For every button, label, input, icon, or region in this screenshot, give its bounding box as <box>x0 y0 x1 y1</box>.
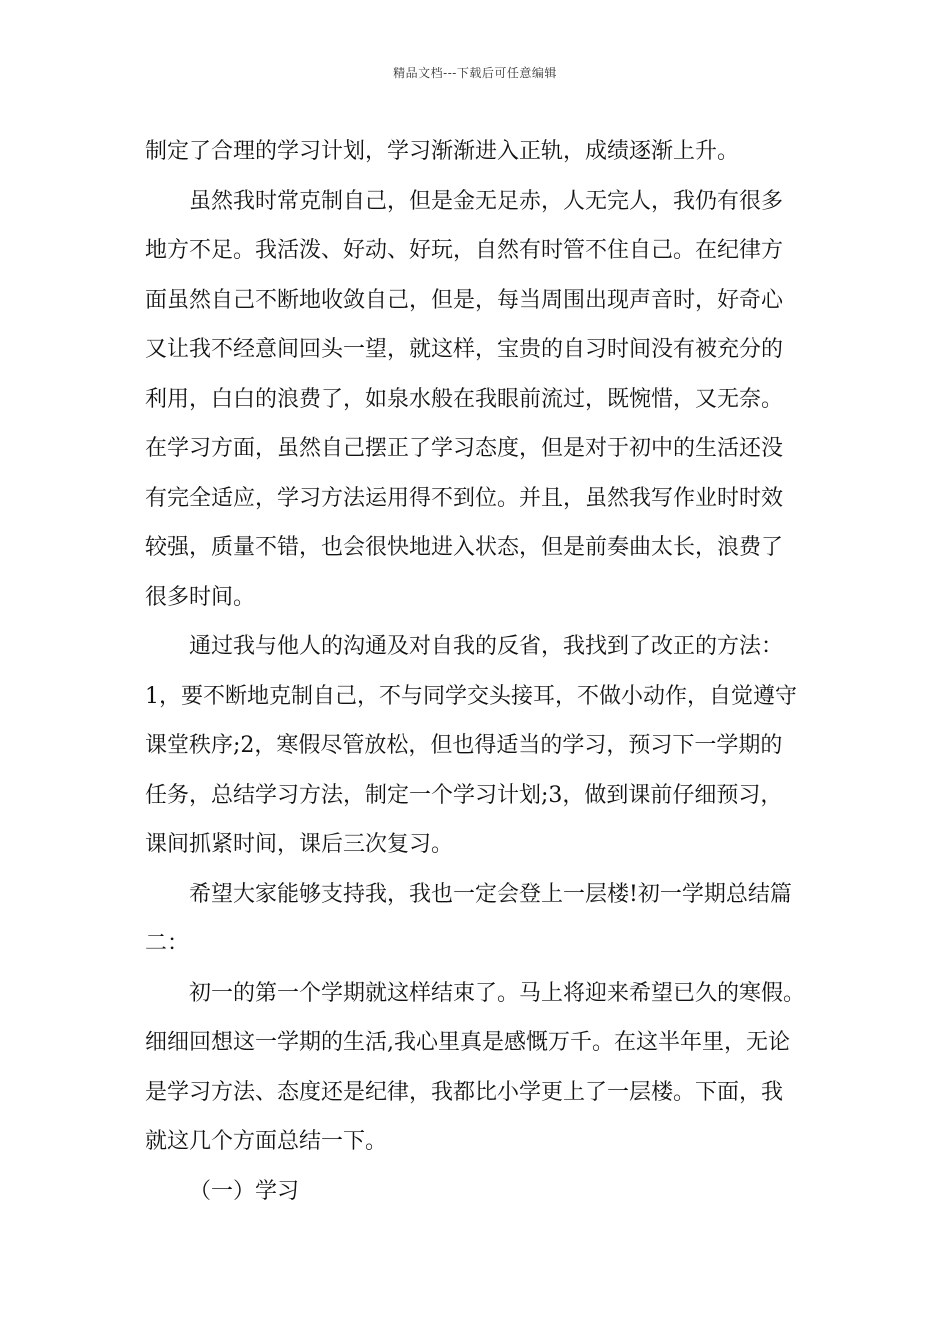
text-line: 任务，总结学习方法，制定一个学习计划;3，做到课前仔细预习， <box>145 782 783 808</box>
text-line: 在学习方面，虽然自己摆正了学习态度，但是对于初中的生活还没 <box>145 436 784 461</box>
text-line: 课堂秩序;2，寒假尽管放松，但也得适当的学习，预习下一学期的 <box>145 733 783 758</box>
text-line: 利用，白白的浪费了，如泉水般在我眼前流过，既惋惜，又无奈。 <box>145 386 784 412</box>
text-line: 1，要不断地克制自己，不与同学交头接耳，不做小动作，自觉遵守 <box>145 683 797 709</box>
text-line: 就这几个方面总结一下。 <box>145 1129 388 1154</box>
text-line: 较强，质量不错，也会很快地进入状态，但是前奏曲太长，浪费了 <box>145 535 784 560</box>
text-line: 很多时间。 <box>145 584 256 610</box>
document-body <box>145 127 813 1216</box>
text-line: 面虽然自己不断地收敛自己，但是，每当周围出现声音时，好奇心 <box>145 287 784 313</box>
text-line: 通过我与他人的沟通及对自我的反省，我找到了改正的方法： <box>189 634 784 659</box>
text-line: 制定了合理的学习计划，学习渐渐进入正轨，成绩逐渐上升。 <box>145 139 740 164</box>
page-header: 精品文档---下载后可任意编辑 <box>393 66 557 80</box>
paragraph <box>145 870 813 969</box>
text-line: 又让我不经意间回头一望，就这样，宝贵的自习时间没有被充分的 <box>145 337 784 362</box>
text-line: 课间抓紧时间，课后三次复习。 <box>145 832 454 857</box>
text-line: 地方不足。我活泼、好动、好玩，自然有时管不住自己。在纪律方 <box>145 238 784 263</box>
paragraph <box>145 969 813 1167</box>
text-line: 虽然我时常克制自己，但是金无足赤，人无完人，我仍有很多 <box>189 188 784 214</box>
text-line: （一）学习 <box>189 1178 300 1204</box>
text-line: 二： <box>145 931 190 956</box>
paragraph <box>145 622 813 870</box>
text-line: 初一的第一个学期就这样结束了。马上将迎来希望已久的寒假。 <box>189 980 806 1006</box>
section-heading <box>145 1167 813 1217</box>
text-line: 细细回想这一学期的生活,我心里真是感慨万千。在这半年里，无论 <box>145 1030 790 1055</box>
text-line: 是学习方法、态度还是纪律，我都比小学更上了一层楼。下面，我 <box>145 1079 784 1105</box>
paragraph <box>145 177 813 623</box>
text-line: 希望大家能够支持我，我也一定会登上一层楼!初一学期总结篇 <box>189 881 792 907</box>
paragraph <box>145 127 813 177</box>
text-line: 有完全适应，学习方法运用得不到位。并且，虽然我写作业时时效 <box>145 485 784 511</box>
